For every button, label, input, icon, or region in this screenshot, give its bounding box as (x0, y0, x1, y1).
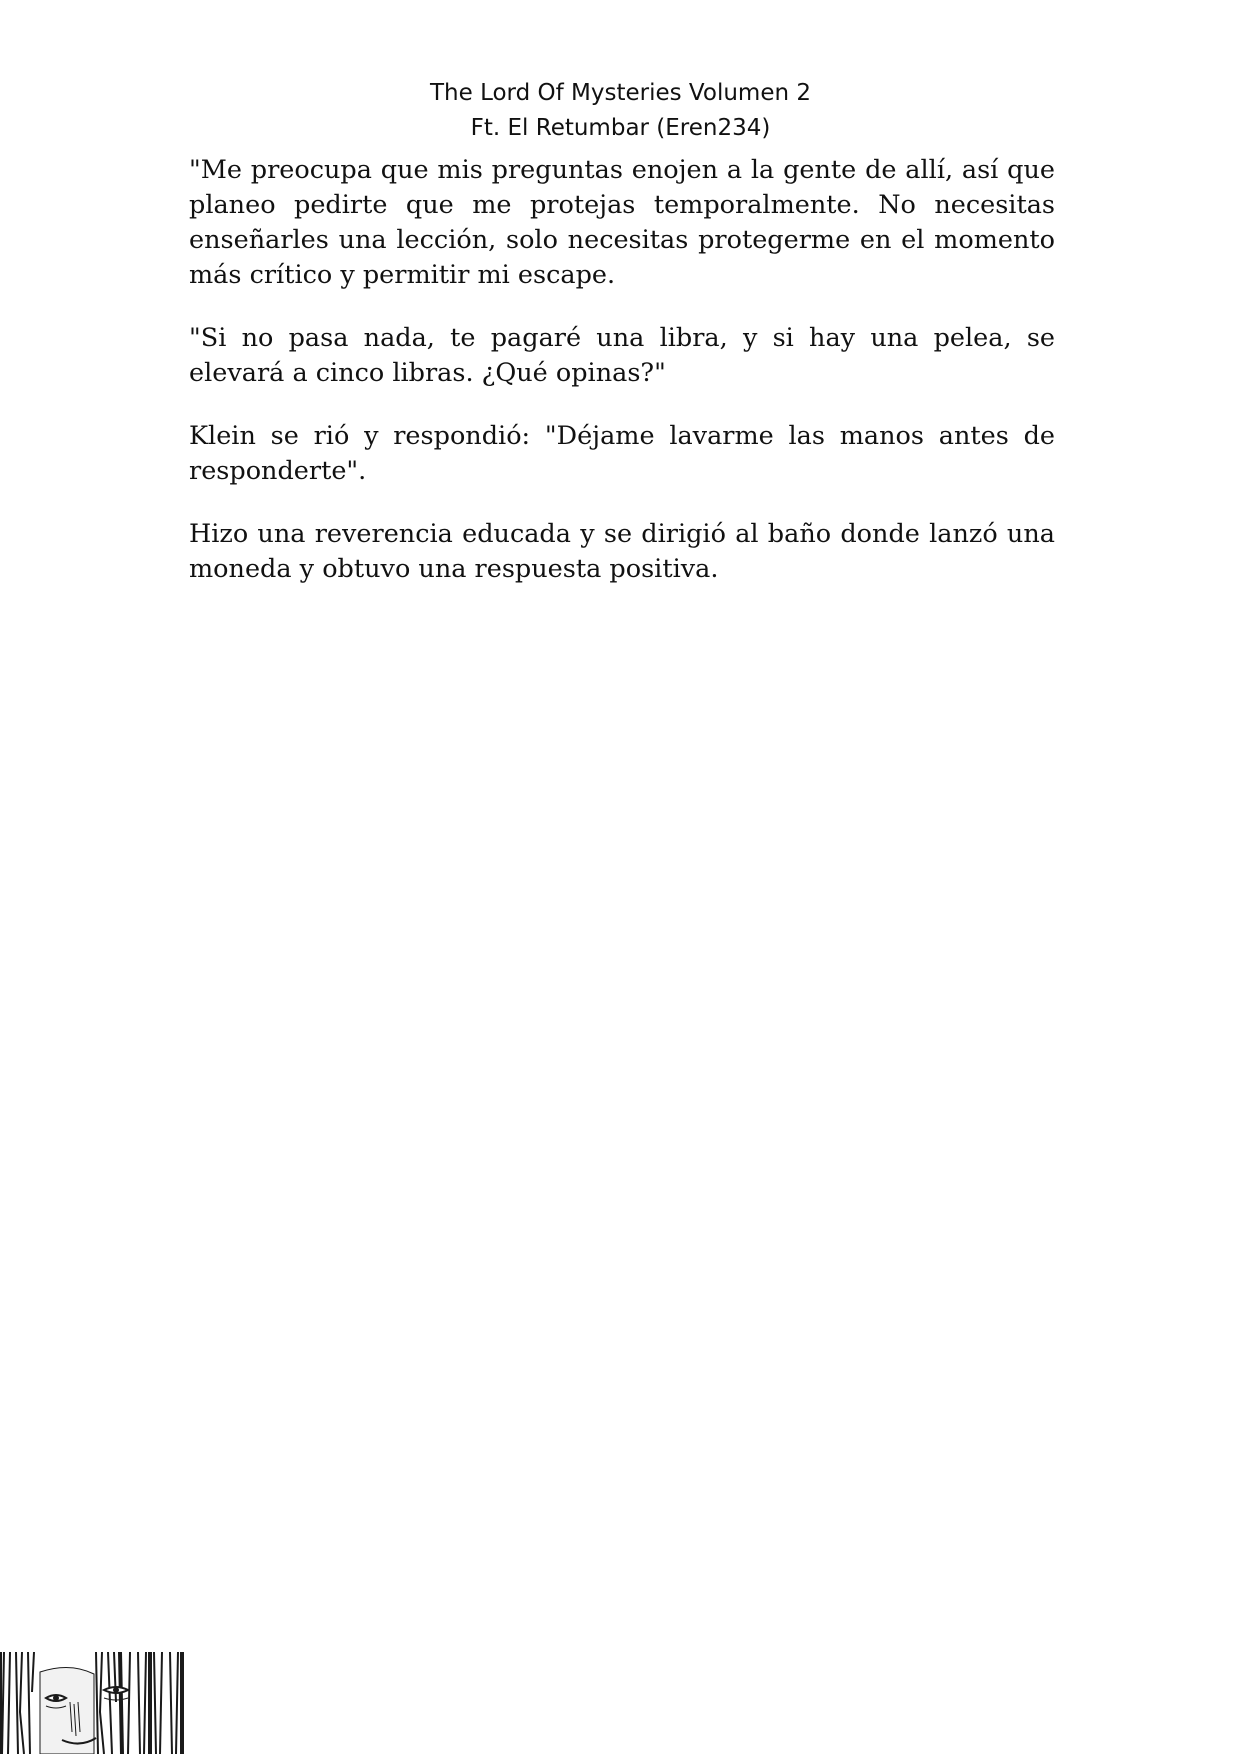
paragraph-2: "Si no pasa nada, te pagaré una libra, y si hay una pelea, se elevará a cinco libras. ¿Qué opinas?" (189, 323, 1055, 388)
manga-portrait-icon (0, 1652, 184, 1754)
page-header (0, 76, 1241, 146)
body-text (189, 153, 1055, 615)
paragraph-4: Hizo una reverencia educada y se dirigió al baño donde lanzó una moneda y obtuvo una respuesta positiva. (189, 519, 1055, 584)
header-title: The Lord Of Mysteries Volumen 2 (429, 80, 811, 106)
header-subtitle: Ft. El Retumbar (Eren234) (470, 115, 771, 141)
paragraph-1: "Me preocupa que mis preguntas enojen a la gente de allí, así que planeo pedirte que me protejas temporalmente. No necesitas enseñarles una lección, solo necesitas protegerme en el momento más crítico y permitir mi escape. (189, 155, 1055, 290)
paragraph-3: Klein se rió y respondió: "Déjame lavarme las manos antes de responderte". (189, 421, 1055, 486)
